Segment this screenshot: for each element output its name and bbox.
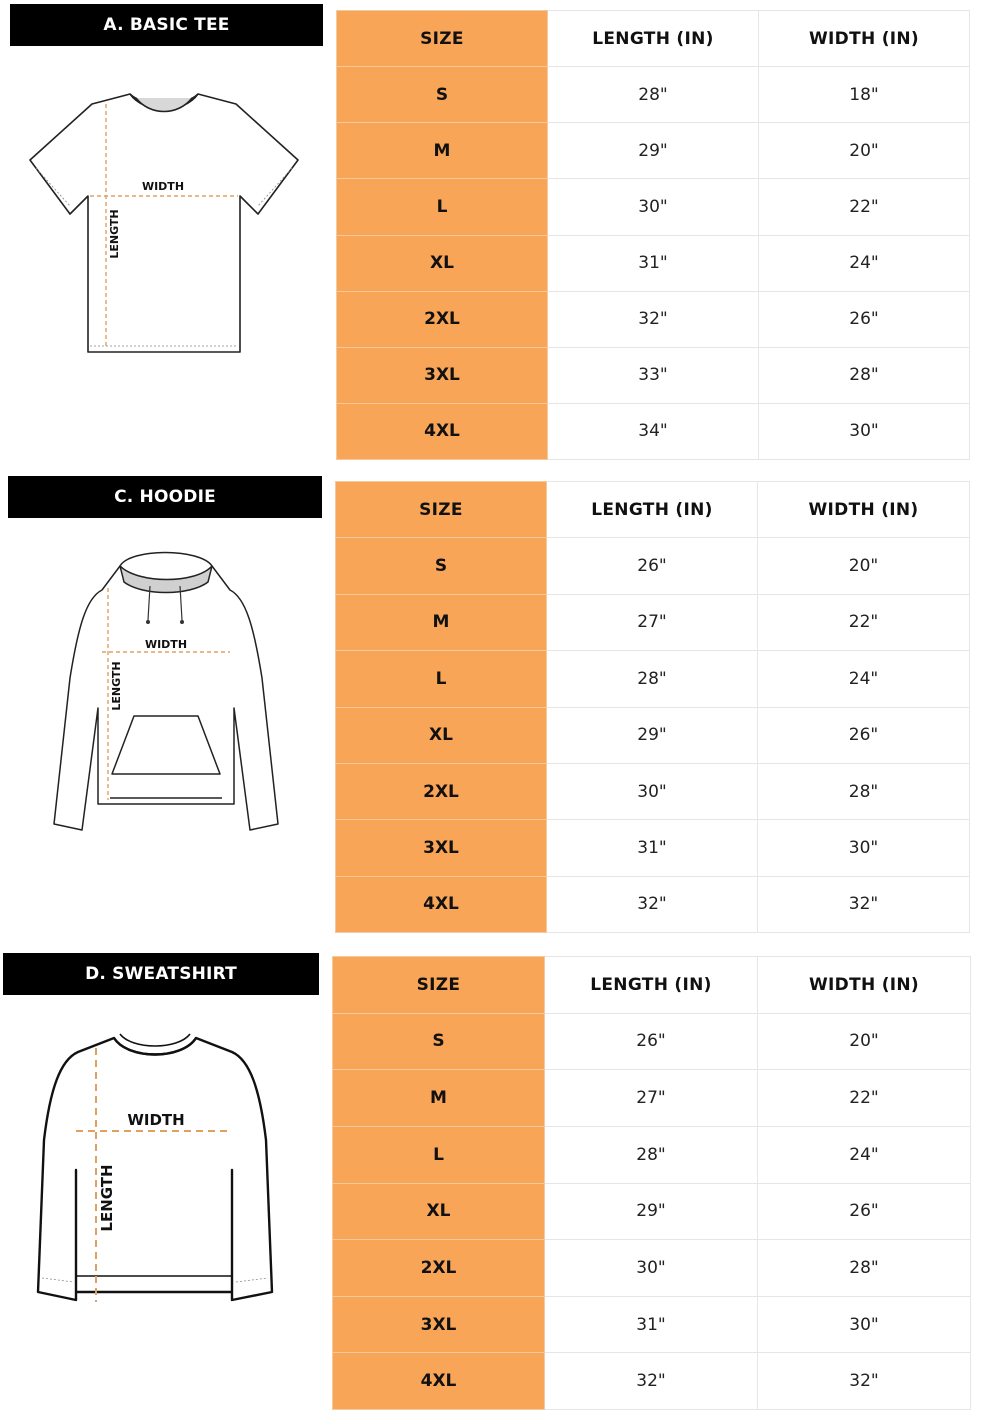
width-cell: 20" [758,538,970,594]
length-cell: 29" [548,123,759,179]
length-cell: 32" [547,876,758,932]
header-length: LENGTH (IN) [547,482,758,538]
length-cell: 31" [545,1296,758,1353]
table-row [333,1353,971,1410]
sweatshirt-illustration [36,1030,276,1314]
hoodie-width-label: WIDTH [144,638,188,651]
tee-length-label: LENGTH [108,209,121,259]
length-cell: 27" [547,594,758,650]
size-cell: S [333,1013,545,1070]
header-length: LENGTH (IN) [548,11,759,67]
width-cell: 26" [759,291,970,347]
basic-tee-size-table [336,10,970,460]
table-row [337,347,970,403]
size-cell: 3XL [337,347,548,403]
size-cell: M [336,594,547,650]
table-header-row [333,957,971,1014]
table-row [337,291,970,347]
basic-tee-illustration [26,90,302,356]
size-cell: M [333,1070,545,1127]
table-row [337,403,970,459]
table-row [337,123,970,179]
width-cell: 28" [758,1240,971,1297]
section-title-hoodie: C. HOODIE [8,476,322,518]
table-row [337,235,970,291]
section-title-sweatshirt: D. SWEATSHIRT [3,953,319,995]
length-cell: 30" [548,179,759,235]
table-row [333,1183,971,1240]
tee-width-label: WIDTH [141,180,185,193]
width-cell: 18" [759,67,970,123]
table-row [336,651,970,707]
width-cell: 24" [758,651,970,707]
width-cell: 26" [758,707,970,763]
header-width: WIDTH (IN) [758,957,971,1014]
width-cell: 22" [758,594,970,650]
width-cell: 20" [758,1013,971,1070]
size-cell: 2XL [337,291,548,347]
table-row [336,876,970,932]
table-header-row [336,482,970,538]
size-cell: L [333,1126,545,1183]
size-cell: XL [337,235,548,291]
table-row [336,594,970,650]
width-cell: 28" [758,763,970,819]
size-cell: 4XL [336,876,547,932]
header-width: WIDTH (IN) [759,11,970,67]
length-cell: 26" [547,538,758,594]
table-row [337,67,970,123]
length-cell: 30" [547,763,758,819]
header-width: WIDTH (IN) [758,482,970,538]
table-header-row [337,11,970,67]
size-cell: XL [333,1183,545,1240]
width-cell: 20" [759,123,970,179]
sweatshirt-size-table [332,956,971,1410]
width-cell: 22" [758,1070,971,1127]
length-cell: 28" [545,1126,758,1183]
size-cell: XL [336,707,547,763]
size-cell: 2XL [336,763,547,819]
size-cell: 4XL [333,1353,545,1410]
table-row [333,1070,971,1127]
length-cell: 32" [545,1353,758,1410]
size-cell: L [337,179,548,235]
table-row [336,820,970,876]
width-cell: 26" [758,1183,971,1240]
length-cell: 32" [548,291,759,347]
length-cell: 34" [548,403,759,459]
table-row [333,1240,971,1297]
length-cell: 29" [547,707,758,763]
length-cell: 28" [547,651,758,707]
table-row [336,707,970,763]
length-cell: 26" [545,1013,758,1070]
header-size: SIZE [337,11,548,67]
length-cell: 27" [545,1070,758,1127]
hoodie-illustration [50,548,282,840]
length-cell: 31" [548,235,759,291]
header-size: SIZE [333,957,545,1014]
width-cell: 30" [758,820,970,876]
table-row [336,763,970,819]
table-row [333,1296,971,1353]
hoodie-length-label: LENGTH [110,661,123,711]
table-row [333,1013,971,1070]
width-cell: 30" [759,403,970,459]
width-cell: 22" [759,179,970,235]
size-cell: 3XL [336,820,547,876]
header-size: SIZE [336,482,547,538]
sweatshirt-length-label: LENGTH [98,1164,116,1232]
size-cell: L [336,651,547,707]
width-cell: 32" [758,1353,971,1410]
size-cell: 2XL [333,1240,545,1297]
size-cell: S [336,538,547,594]
width-cell: 24" [759,235,970,291]
table-row [337,179,970,235]
length-cell: 30" [545,1240,758,1297]
section-title-basic-tee: A. BASIC TEE [10,4,323,46]
length-cell: 33" [548,347,759,403]
length-cell: 28" [548,67,759,123]
hoodie-size-table [335,481,970,933]
size-cell: M [337,123,548,179]
header-length: LENGTH (IN) [545,957,758,1014]
width-cell: 24" [758,1126,971,1183]
size-cell: 3XL [333,1296,545,1353]
sweatshirt-width-label: WIDTH [127,1111,185,1129]
length-cell: 29" [545,1183,758,1240]
size-cell: 4XL [337,403,548,459]
width-cell: 30" [758,1296,971,1353]
table-row [336,538,970,594]
width-cell: 32" [758,876,970,932]
size-cell: S [337,67,548,123]
table-row [333,1126,971,1183]
width-cell: 28" [759,347,970,403]
length-cell: 31" [547,820,758,876]
